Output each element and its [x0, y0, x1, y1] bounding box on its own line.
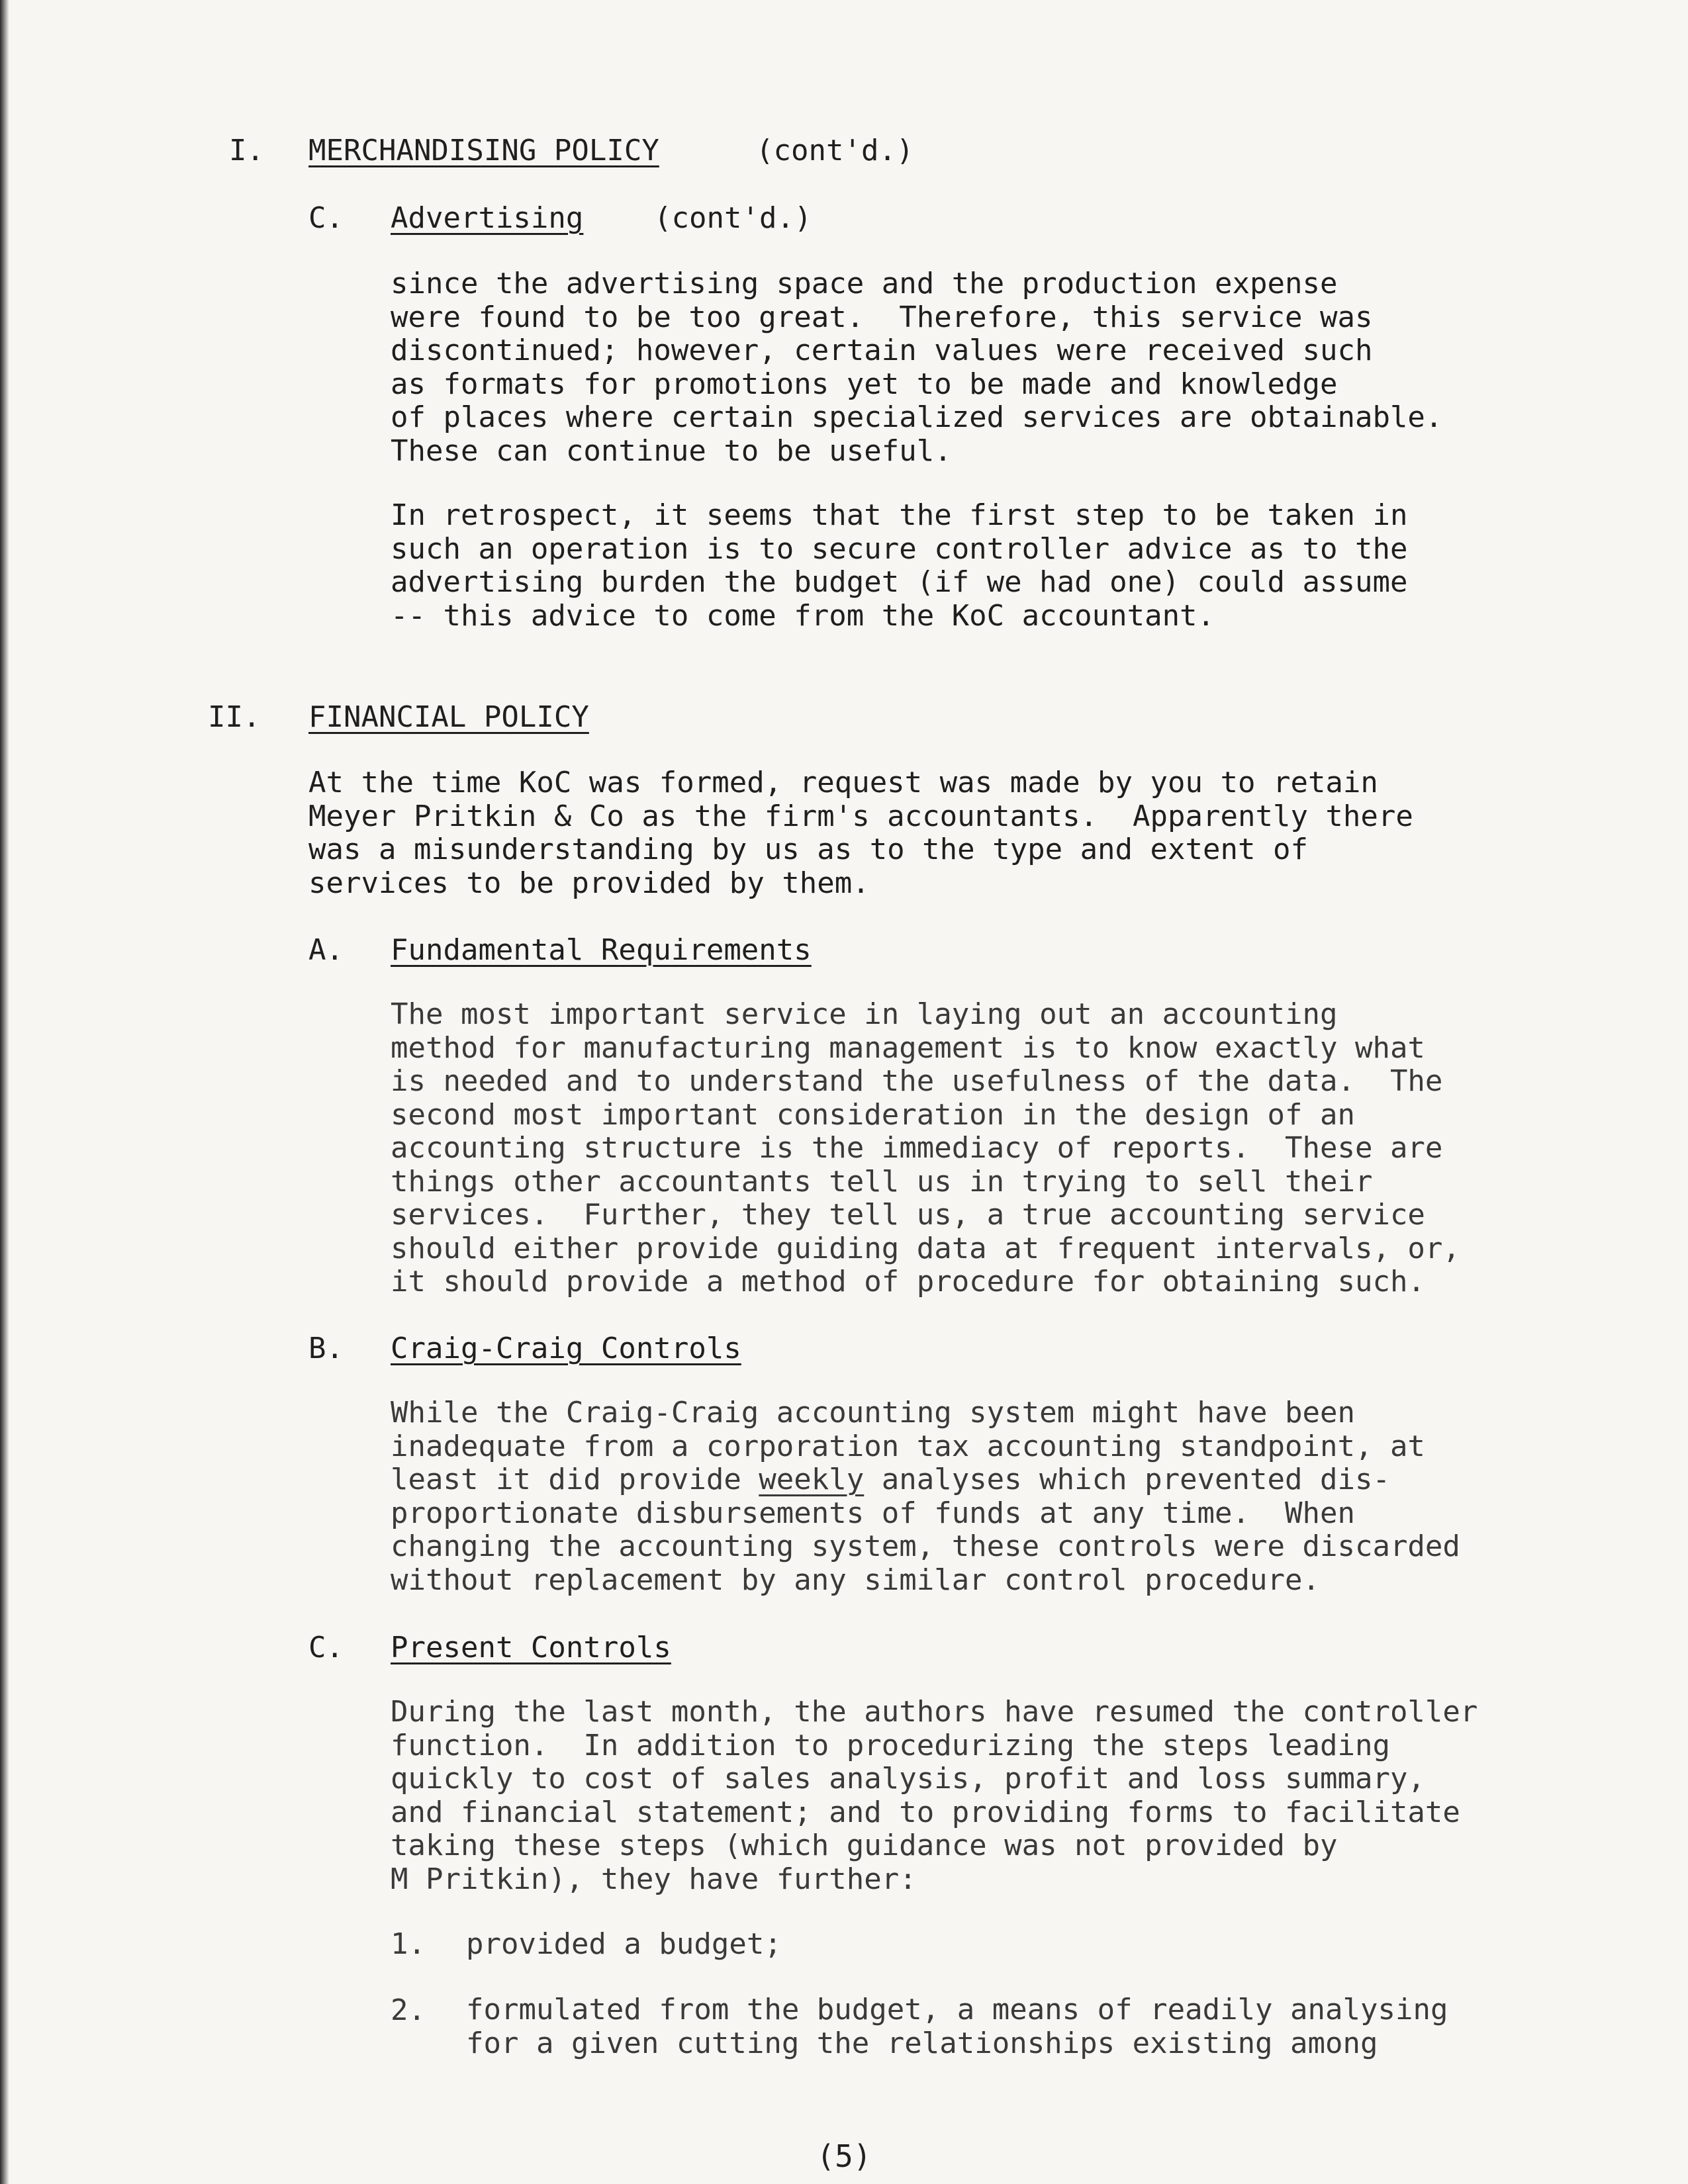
emphasized-word: weekly	[759, 1463, 865, 1496]
text-line: function. In addition to procedurizing the steps leading	[391, 1728, 1390, 1762]
text-line: second most important consideration in the design of an	[391, 1097, 1355, 1132]
section-1-suffix: (cont'd.)	[756, 134, 914, 167]
text-line: Meyer Pritkin & Co as the firm's accountants. Apparently there	[308, 799, 1413, 833]
subsection-c-suffix: (cont'd.)	[654, 201, 812, 235]
subsection-a-heading: Fundamental Requirements	[391, 933, 812, 967]
text-line: without replacement by any similar control procedure.	[391, 1563, 1320, 1597]
text-line: During the last month, the authors have resumed the controller	[391, 1695, 1478, 1729]
present-controls-paragraph	[391, 1696, 1477, 1896]
text-line: taking these steps (which guidance was not provided by	[391, 1829, 1338, 1862]
subsection-b-heading: Craig-Craig Controls	[391, 1332, 741, 1365]
text-line: services. Further, they tell us, a true accounting service	[391, 1198, 1425, 1232]
scan-edge-shadow	[0, 0, 9, 2184]
text-line: While the Craig-Craig accounting system might have been	[391, 1396, 1355, 1430]
text-line: things other accountants tell us in trying to sell their	[391, 1164, 1373, 1199]
text-line: were found to be too great. Therefore, this service was	[391, 300, 1373, 334]
subsection-b-letter: B.	[308, 1332, 344, 1365]
financial-intro-paragraph	[308, 766, 1413, 900]
craig-craig-controls-paragraph	[391, 1396, 1460, 1597]
text-line: since the advertising space and the production expense	[391, 267, 1338, 300]
page-number: (5)	[816, 2138, 872, 2174]
text-line: proportionate disbursements of funds at any time. When	[391, 1496, 1355, 1530]
text-line: is needed and to understand the usefulness of the data. The	[391, 1064, 1443, 1098]
text-line: of places where certain specialized services are obtainable.	[391, 400, 1443, 434]
section-2-numeral: II.	[208, 700, 261, 734]
text-segment: analyses which prevented dis-	[864, 1463, 1390, 1496]
text-line: discontinued; however, certain values were received such	[391, 334, 1373, 367]
text-line: method for manufacturing management is to know exactly what	[391, 1030, 1425, 1065]
text-line: as formats for promotions yet to be made and knowledge	[391, 367, 1338, 401]
advertising-paragraph-2	[391, 499, 1407, 633]
advertising-paragraph-1	[391, 267, 1442, 468]
subsection-c-heading: Advertising	[391, 201, 584, 235]
text-line: In retrospect, it seems that the first step to be taken in	[391, 498, 1408, 532]
subsection-c2-heading: Present Controls	[391, 1631, 671, 1664]
list-item-1-text: provided a budget;	[466, 1927, 782, 1961]
text-line: should either provide guiding data at frequent intervals, or,	[391, 1231, 1460, 1265]
list-item-2-text	[466, 1993, 1448, 2060]
text-line: At the time KoC was formed, request was made by you to retain	[308, 766, 1378, 799]
text-line: changing the accounting system, these controls were discarded	[391, 1529, 1460, 1563]
text-segment: least it did provide	[391, 1463, 759, 1496]
text-line: M Pritkin), they have further:	[391, 1862, 917, 1896]
text-line: for a given cutting the relationships existing among	[466, 2026, 1378, 2060]
text-line: such an operation is to secure controller advice as to the	[391, 531, 1408, 566]
list-item-2-number: 2.	[391, 1993, 426, 2027]
text-line: -- this advice to come from the KoC accountant.	[391, 598, 1215, 633]
text-line: it should provide a method of procedure for obtaining such.	[391, 1265, 1425, 1298]
fundamental-requirements-paragraph	[391, 998, 1460, 1299]
section-1-numeral: I.	[229, 134, 264, 167]
subsection-c2-letter: C.	[308, 1631, 344, 1664]
text-line: The most important service in laying out an accounting	[391, 997, 1338, 1031]
subsection-a-letter: A.	[308, 933, 344, 967]
text-line: and financial statement; and to providing forms to facilitate	[391, 1795, 1460, 1829]
text-line: accounting structure is the immediacy of reports. These are	[391, 1131, 1443, 1165]
text-line: was a misunderstanding by us as to the type and extent of	[308, 833, 1308, 866]
text-line: inadequate from a corporation tax accounting standpoint, at	[391, 1429, 1425, 1463]
section-1-heading: MERCHANDISING POLICY	[308, 134, 659, 167]
list-item-1-number: 1.	[391, 1927, 426, 1961]
section-2-heading: FINANCIAL POLICY	[308, 700, 589, 734]
text-line: advertising burden the budget (if we had one) could assume	[391, 565, 1408, 599]
text-line: quickly to cost of sales analysis, profit and loss summary,	[391, 1762, 1425, 1796]
text-line: formulated from the budget, a means of readily analysing	[466, 1993, 1448, 2026]
subsection-c-letter: C.	[308, 201, 344, 235]
text-line-with-emphasis	[391, 1463, 1460, 1497]
text-line: These can continue to be useful.	[391, 433, 952, 468]
text-line: services to be provided by them.	[308, 866, 870, 900]
